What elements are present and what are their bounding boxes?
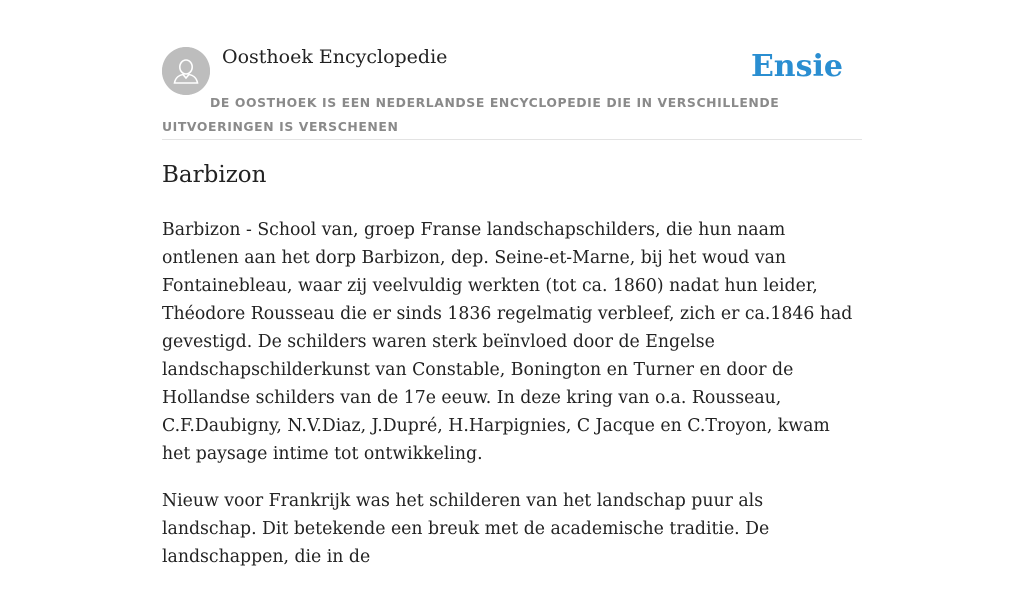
avatar[interactable] bbox=[162, 47, 210, 95]
source-tagline: DE OOSTHOEK IS EEN NEDERLANDSE ENCYCLOPEDIE DIE IN VERSCHILLENDE UITVOERINGEN IS VERSCHENEN bbox=[162, 95, 780, 134]
source-name-link[interactable]: Oosthoek Encyclopedie bbox=[222, 46, 448, 68]
page-container bbox=[162, 0, 862, 567]
article-paragraph: Barbizon - School van, groep Franse landschapschilders, die hun naam ontlenen aan het dorp Barbizon, dep. Seine-et-Marne, bij het woud van Fontainebleau, waar zij veelvuldig werkten (tot ca. 1860) nadat hun leider, Théodore Rousseau die er sinds 1836 regelmatig verbleef, zich er ca.1846 had gevestigd. De schilders waren sterk beïnvloed door de Engelse landschapschilderkunst van Constable, Bonington en Turner en door de Hollandse schilders van de 17e eeuw. In deze kring van o.a. Rousseau, C.F.Daubigny, N.V.Diaz, J.Dupré, H.Harpignies, C Jacque en C.Troyon, kwam het paysage intime tot ontwikkeling. bbox=[162, 220, 853, 464]
article-title: Barbizon bbox=[162, 162, 267, 188]
article-body bbox=[162, 216, 862, 590]
article-paragraph: Nieuw voor Frankrijk was het schilderen van het landschap puur als landschap. Dit betekende een breuk met de academische traditie. De landschappen, die in de bbox=[162, 491, 770, 567]
user-avatar-icon bbox=[162, 47, 210, 95]
source-header bbox=[162, 0, 862, 140]
brand-logo[interactable]: Ensie bbox=[750, 49, 843, 84]
